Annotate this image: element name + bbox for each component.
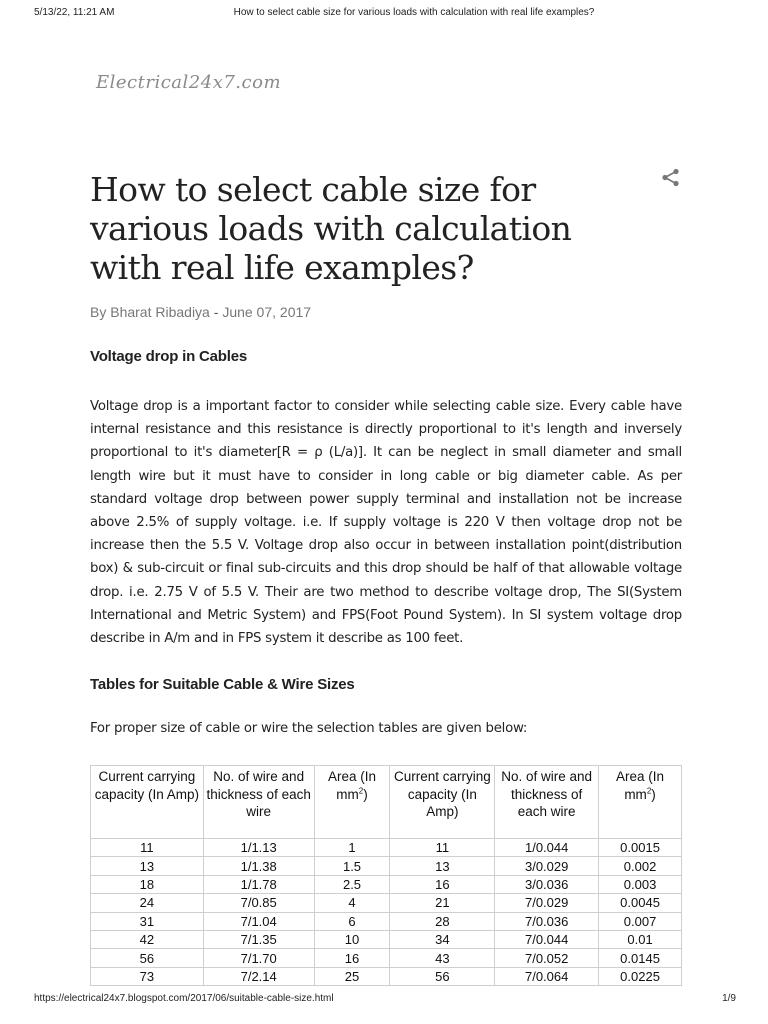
table-cell: 7/0.064	[495, 967, 599, 985]
table-header-row	[91, 766, 682, 839]
section-heading-tables: Tables for Suitable Cable & Wire Sizes	[90, 676, 355, 693]
table-row	[91, 949, 682, 967]
header-wire-thickness-1: No. of wire and thickness of each wire	[203, 766, 314, 839]
header-current-capacity-2: Current carrying capacity (In Amp)	[390, 766, 495, 839]
table-row	[91, 930, 682, 948]
table-cell: 16	[314, 949, 390, 967]
voltage-drop-paragraph: Voltage drop is a important factor to consider while selecting cable size. Every cable have internal resistance and this resistance is directly proportional to it's length and inversely proportional to it's diameter[R = ρ (L/a)]. It can be neglect in small diameter and small length wire but it must have to consider in long cable or big diameter cable. As per standard voltage drop between power supply terminal and installation not be increase above 2.5% of supply voltage. i.e. If supply voltage is 220 V then voltage drop not be increase then the 5.5 V. Voltage drop also occur in between installation point(distribution box) & sub-circuit or final sub-circuits and this drop should be half of that allowable voltage drop. i.e. 2.75 V of 5.5 V. Their are two method to describe voltage drop, The SI(System International and Metric System) and FPS(Foot Pound System). In SI system voltage drop describe in A/m and in FPS system it describe as 100 feet.	[90, 399, 682, 647]
table-cell: 0.0045	[599, 894, 682, 912]
table-cell: 7/0.029	[495, 894, 599, 912]
table-cell: 1.5	[314, 857, 390, 875]
table-cell: 34	[390, 930, 495, 948]
table-cell: 7/0.036	[495, 912, 599, 930]
table-cell: 3/0.029	[495, 857, 599, 875]
table-cell: 6	[314, 912, 390, 930]
table-cell: 31	[91, 912, 204, 930]
byline-separator: -	[213, 304, 219, 320]
table-cell: 18	[91, 875, 204, 893]
print-url: https://electrical24x7.blogspot.com/2017/06/suitable-cable-size.html	[34, 993, 334, 1004]
table-cell: 7/1.35	[203, 930, 314, 948]
table-cell: 24	[91, 894, 204, 912]
table-cell: 1	[314, 839, 390, 857]
table-cell: 43	[390, 949, 495, 967]
print-datetime: 5/13/22, 11:21 AM	[34, 7, 115, 18]
section-heading-voltage-drop: Voltage drop in Cables	[90, 348, 248, 365]
header-wire-thickness-2: No. of wire and thickness of each wire	[495, 766, 599, 839]
table-cell: 0.0225	[599, 967, 682, 985]
table-cell: 7/0.85	[203, 894, 314, 912]
table-cell: 1/0.044	[495, 839, 599, 857]
share-icon[interactable]	[660, 167, 682, 189]
table-row	[91, 894, 682, 912]
table-cell: 13	[91, 857, 204, 875]
print-header	[0, 0, 768, 24]
post-title: How to select cable size for various loads with calculation with real life examples?	[90, 170, 572, 287]
table-cell: 4	[314, 894, 390, 912]
table-cell: 1/1.38	[203, 857, 314, 875]
table-cell: 42	[91, 930, 204, 948]
table-cell: 0.002	[599, 857, 682, 875]
table-cell: 0.007	[599, 912, 682, 930]
table-cell: 10	[314, 930, 390, 948]
print-page-title: How to select cable size for various loads with calculation with real life examples?	[233, 7, 595, 18]
table-row	[91, 967, 682, 985]
table-cell: 13	[390, 857, 495, 875]
table-row	[91, 875, 682, 893]
table-cell: 73	[91, 967, 204, 985]
tables-intro-text: For proper size of cable or wire the selection tables are given below:	[90, 721, 528, 736]
table-cell: 0.01	[599, 930, 682, 948]
table-cell: 56	[91, 949, 204, 967]
table-cell: 16	[390, 875, 495, 893]
table-cell: 3/0.036	[495, 875, 599, 893]
table-cell: 28	[390, 912, 495, 930]
cable-size-table	[90, 765, 682, 986]
table-cell: 21	[390, 894, 495, 912]
table-cell: 7/2.14	[203, 967, 314, 985]
table-row	[91, 857, 682, 875]
table-cell: 7/0.044	[495, 930, 599, 948]
table-cell: 0.0015	[599, 839, 682, 857]
print-page-number: 1/9	[722, 993, 736, 1004]
table-cell: 11	[91, 839, 204, 857]
byline-prefix: By	[90, 304, 107, 320]
table-cell: 7/1.70	[203, 949, 314, 967]
table-cell: 25	[314, 967, 390, 985]
header-current-capacity-1: Current carrying capacity (In Amp)	[91, 766, 204, 839]
table-cell: 1/1.78	[203, 875, 314, 893]
table-row	[91, 912, 682, 930]
table-cell: 2.5	[314, 875, 390, 893]
table-cell: 0.0145	[599, 949, 682, 967]
table-cell: 1/1.13	[203, 839, 314, 857]
post-byline	[90, 304, 311, 320]
header-area-2: Area (In $mm^2$)	[599, 766, 682, 839]
post-date-link[interactable]: June 07, 2017	[222, 304, 312, 320]
table-cell: 11	[390, 839, 495, 857]
site-logo[interactable]: Electrical24x7.com	[96, 72, 282, 93]
table-cell: 7/1.04	[203, 912, 314, 930]
author-link[interactable]: Bharat Ribadiya	[110, 304, 210, 320]
table-cell: 7/0.052	[495, 949, 599, 967]
table-cell: 0.003	[599, 875, 682, 893]
table-cell: 56	[390, 967, 495, 985]
table-row	[91, 839, 682, 857]
header-area-1: Area (In $mm^2$)	[314, 766, 390, 839]
